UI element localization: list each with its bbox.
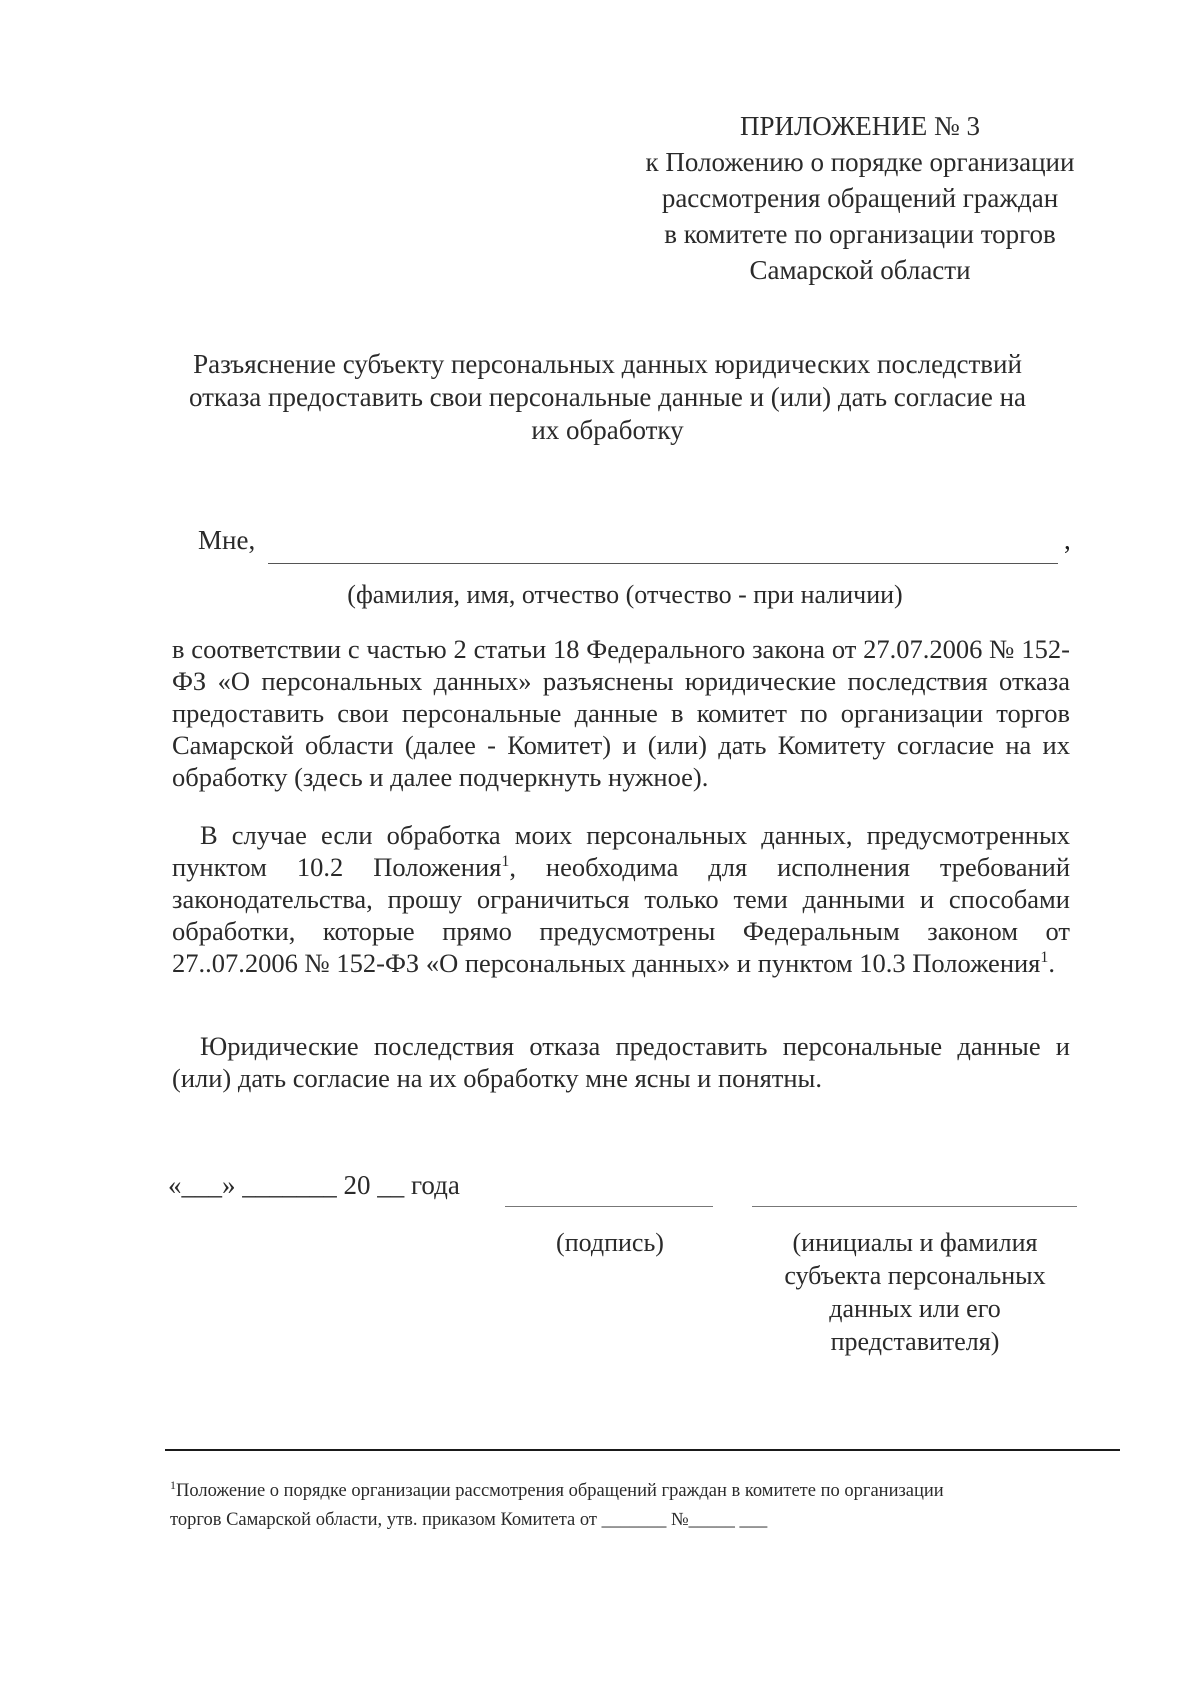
title-line: их обработку	[531, 415, 684, 445]
paragraph-text: , необходима для исполнения требований законодательства, прошу ограничиться только теми данными и способами обработки, которые прямо предусмотрены Федеральным законом от 27..07.2006 № 152-ФЗ «О персональных данных» и пунктом 10.3 Положения	[172, 852, 1070, 978]
fio-comma: ,	[1064, 525, 1071, 555]
paragraph-acknowledgement: Юридические последствия отказа предоставить персональные данные и (или) дать согласие на их обработку мне ясны и понятны.	[172, 1031, 1070, 1093]
fio-label: Мне,	[198, 525, 256, 555]
appendix-line: Самарской области	[749, 255, 971, 285]
name-caption-line: субъекта персональных	[784, 1261, 1046, 1290]
footnote	[170, 1477, 1115, 1535]
title-line: отказа предоставить свои персональные данные и (или) дать согласие на	[188, 382, 1027, 412]
title-line: Разъяснение субъекту персональных данных юридических последствий	[193, 349, 1022, 379]
footnote-text: Положение о порядке организации рассмотрения обращений граждан в комитете по организации	[176, 1481, 944, 1501]
signature-caption-text: (подпись)	[556, 1228, 664, 1257]
name-caption-line: представителя)	[830, 1327, 1000, 1356]
paragraph-text: В случае если обработка моих персональных данных, предусмотренных пунктом 10.2 Положения	[172, 820, 1070, 882]
appendix-line: рассмотрения обращений граждан	[661, 183, 1059, 213]
footnote-mark: 1	[170, 1477, 176, 1492]
date-field: «___» _______ 20 __ года	[168, 1170, 460, 1200]
appendix-header	[625, 108, 1095, 288]
fio-blank-line	[268, 563, 1058, 564]
appendix-line: в комитете по организации торгов	[664, 219, 1056, 249]
name-caption	[740, 1226, 1090, 1358]
footnote-reference: 1	[1040, 949, 1049, 967]
name-line	[752, 1206, 1077, 1207]
name-caption-line: данных или его	[829, 1294, 1001, 1323]
name-caption-line: (инициалы и фамилия	[792, 1228, 1038, 1257]
paragraph-processing-limits	[172, 819, 1070, 979]
paragraph-consent-explanation: в соответствии с частью 2 статьи 18 Федерального закона от 27.07.2006 № 152-ФЗ «О персональных данных» разъяснены юридические последствия отказа предоставить свои персональные данные в комитет по организации торгов Самарской области (далее - Комитет) и (или) дать Комитету согласие на их обработку (здесь и далее подчеркнуть нужное).	[172, 634, 1070, 792]
footnote-separator	[165, 1449, 1120, 1451]
signature-line	[505, 1206, 713, 1207]
fio-row	[198, 523, 1078, 563]
footnote-line	[170, 1477, 1115, 1506]
document-title	[150, 348, 1065, 447]
appendix-number: ПРИЛОЖЕНИЕ № 3	[739, 111, 981, 141]
fio-hint: (фамилия, имя, отчество (отчество - при наличии)	[347, 580, 903, 609]
paragraph-text: .	[1048, 948, 1055, 978]
signature-caption	[520, 1226, 700, 1259]
appendix-line: к Положению о порядке организации	[645, 147, 1075, 177]
footnote-line: торгов Самарской области, утв. приказом Комитета от _______ №_____ ___	[170, 1510, 768, 1530]
footnote-reference: 1	[501, 853, 510, 871]
